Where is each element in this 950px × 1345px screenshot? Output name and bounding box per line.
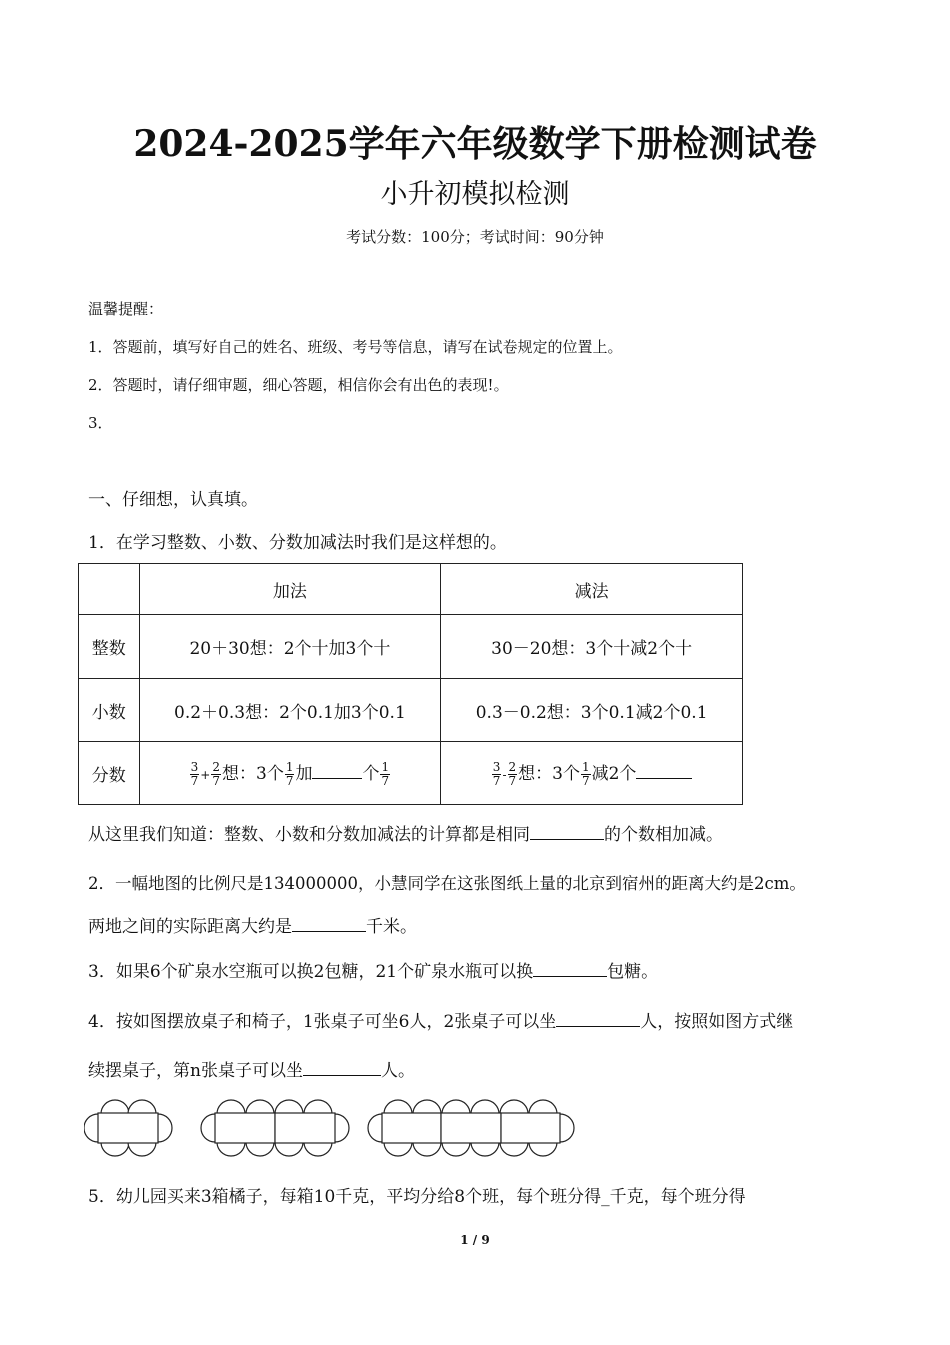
- page-subtitle: 小升初模拟检测: [380, 179, 570, 210]
- table-header-cell: 减法: [441, 564, 743, 615]
- page-title: 2024-2025学年六年级数学下册检测试卷: [133, 123, 817, 165]
- question-1-text: 1．在学习整数、小数、分数加减法时我们是这样想的。: [88, 533, 507, 553]
- add-cell: 20＋30想：2个十加3个十: [139, 615, 441, 679]
- answer-blank[interactable]: [303, 1061, 381, 1076]
- sub-cell: 0.3－0.2想：3个0.1减2个0.1: [441, 679, 743, 742]
- add-cell: $\frac{3}{7}$ + $\frac{2}{7}$ 想：3个 $\frac{1}{7}$ 加 个 $\frac{1}{7}$: [139, 742, 441, 805]
- table-row: [79, 679, 743, 742]
- fraction: $\frac{2}{7}$: [212, 759, 220, 788]
- notice-heading: 温馨提醒：: [88, 300, 164, 318]
- question-2-line1: 2．一幅地图的比例尺是134000000，小慧同学在这张图纸上量的北京到宿州的距离大约是2cm。: [88, 874, 806, 893]
- fraction: $\frac{2}{7}$: [508, 759, 517, 788]
- tables-chairs-figure: [84, 1098, 584, 1158]
- question-4-line2: 续摆桌子，第n张桌子可以坐 人。: [88, 1061, 415, 1081]
- fraction: $\frac{3}{7}$: [190, 759, 199, 788]
- notice-item: 1．答题前，填写好自己的姓名、班级、考号等信息，请写在试卷规定的位置上。: [88, 338, 623, 356]
- fraction: $\frac{1}{7}$: [381, 759, 390, 788]
- answer-blank[interactable]: [530, 825, 604, 840]
- exam-meta: 考试分数：100分；考试时间：90分钟: [346, 228, 604, 246]
- notice-item: 3．: [88, 414, 113, 432]
- answer-blank[interactable]: [292, 917, 366, 932]
- table-header-row: [79, 564, 743, 615]
- table-row: [79, 742, 743, 805]
- sub-cell: 30－20想：3个十减2个十: [441, 615, 743, 679]
- table-group-2: [201, 1100, 349, 1156]
- question-4-line1: 4．按如图摆放桌子和椅子，1张桌子可坐6人，2张桌子可以坐 人，按照如图方式继: [88, 1012, 794, 1032]
- table-header-cell: 加法: [139, 564, 441, 615]
- sub-cell: $\frac{3}{7}$ - $\frac{2}{7}$ 想：3个 $\frac{1}{7}$ 减2个: [441, 742, 743, 805]
- section-heading: 一、仔细想，认真填。: [88, 490, 258, 510]
- question-1-conclusion: 从这里我们知道：整数、小数和分数加减法的计算都是相同 的个数相加减。: [88, 825, 723, 845]
- fraction: $\frac{1}{7}$: [285, 759, 294, 788]
- table-group-3: [368, 1100, 574, 1156]
- answer-blank[interactable]: [312, 764, 362, 779]
- answer-blank[interactable]: [533, 962, 607, 977]
- fraction: $\frac{3}{7}$: [492, 759, 501, 788]
- table-header-cell: [79, 564, 140, 615]
- calc-table: [78, 563, 743, 805]
- notice-item: 2．答题时，请仔细审题，细心答题，相信你会有出色的表现!。: [88, 376, 509, 394]
- question-5: 5．幼儿园买来3箱橘子，每箱10千克，平均分给8个班，每个班分得_千克，每个班分得: [88, 1187, 746, 1207]
- row-label: 整数: [79, 615, 140, 679]
- page-number: 1 / 9: [460, 1233, 490, 1247]
- question-2-line2: 两地之间的实际距离大约是 千米。: [88, 917, 417, 937]
- add-cell: 0.2＋0.3想：2个0.1加3个0.1: [139, 679, 441, 742]
- table-row: [79, 615, 743, 679]
- fraction: $\frac{1}{7}$: [581, 759, 590, 788]
- table-group-1: [84, 1100, 172, 1156]
- answer-blank[interactable]: [636, 764, 692, 779]
- answer-blank[interactable]: [556, 1012, 640, 1027]
- row-label: 分数: [79, 742, 140, 805]
- row-label: 小数: [79, 679, 140, 742]
- question-3: 3．如果6个矿泉水空瓶可以换2包糖，21个矿泉水瓶可以换 包糖。: [88, 962, 659, 982]
